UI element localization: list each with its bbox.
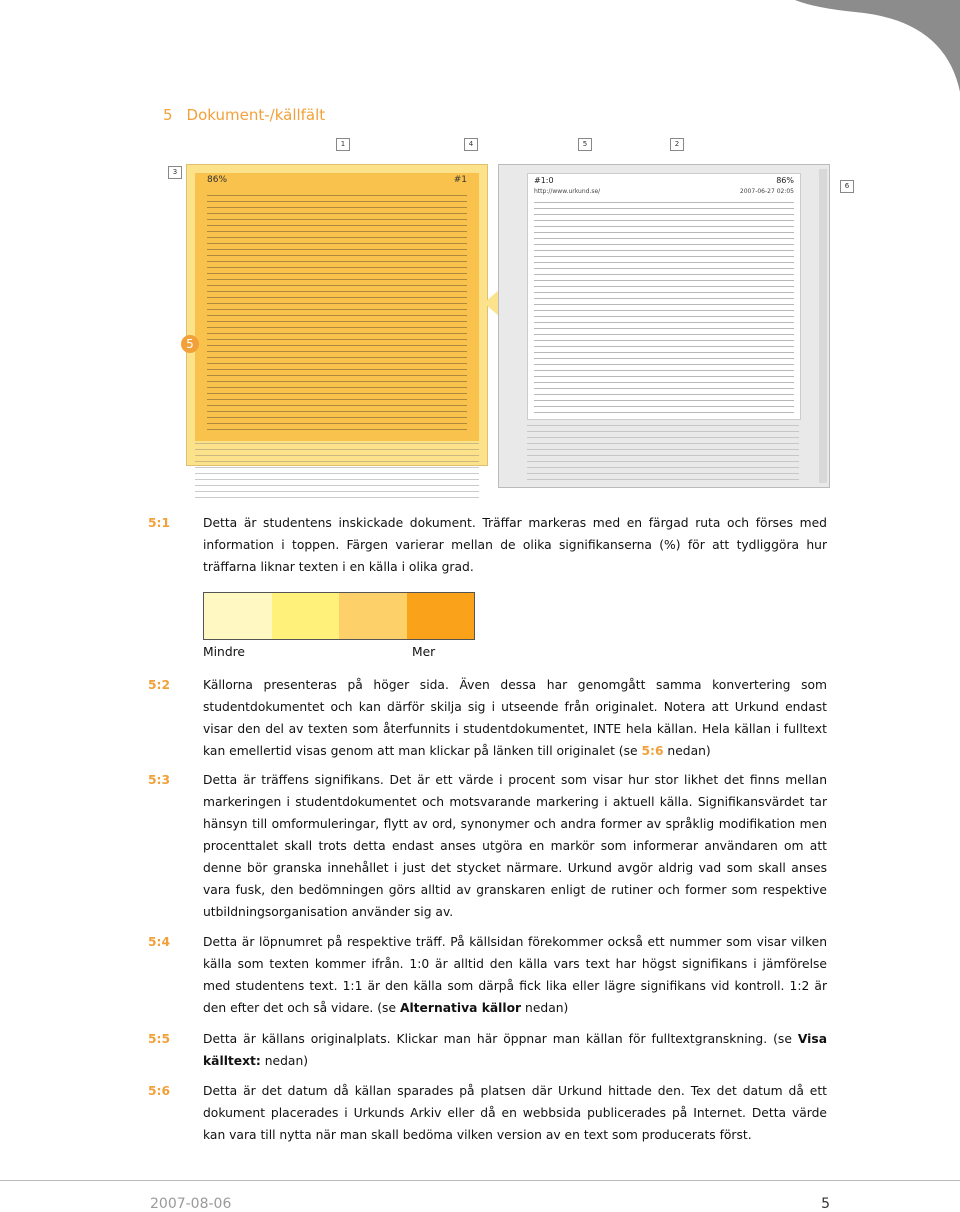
- source-date: 2007-06-27 02:05: [739, 188, 794, 195]
- document-text: [207, 195, 467, 435]
- item-code: 5:1: [148, 516, 171, 530]
- source-text: [534, 202, 794, 413]
- item-5-1: [148, 512, 827, 578]
- item-text-span: Detta är studentens inskickade dokument. Träffar markeras med en färgad ruta och förses med information i toppen. Färgen varierar mellan de olika signifikanserna (%) för att tydliggöra hur träffarna liknar texten i en källa i olika grad.: [203, 516, 827, 574]
- hit-percent: 86%: [207, 175, 228, 185]
- scale-label-more: Mer: [412, 645, 436, 659]
- marker-3: 3: [168, 166, 182, 179]
- source-panel: [498, 164, 830, 488]
- section-name: Dokument-/källfält: [186, 106, 326, 124]
- source-rank: #1:0: [534, 176, 554, 185]
- item-text: [203, 1028, 827, 1072]
- source-card: [527, 173, 801, 420]
- item-text-span: Detta är det datum då källan sparades på platsen där Urkund hittade den. Tex det datum då ett dokument placerades i Urkunds Arkiv eller då en webbsida publicerades på Internet. Detta värde kan vara till nytta när man skall bedöma vilken version av en text som producerats först.: [203, 1084, 827, 1142]
- corner-decoration: [795, 0, 960, 92]
- highlighted-hit[interactable]: [195, 173, 479, 441]
- item-5-2: [148, 674, 827, 762]
- item-text-span: Källorna presenteras på höger sida. Även dessa har genomgått samma konvertering som studentdokumentet och kan därför skilja sig i utseende från originalet. Notera att Urkund endast visar den del av texten som återfunnits i studentdokumentet, INTE hela källan. Hela källan i fulltext kan emellertid visas genom att man klickar på länken till originalet (se: [203, 678, 827, 758]
- item-code: 5:3: [148, 773, 171, 787]
- scrollbar[interactable]: [819, 169, 827, 483]
- item-text-span: Detta är träffens signifikans. Det är ett värde i procent som visar hur stor likhet det finns mellan markeringen i studentdokumentet och motsvarande markering i aktuell källa. Signifikansvärdet tar hänsyn till omformuleringar, flytt av ord, synonymer och andra former av språklig modifikation men procenttalet skall trots detta endast anses utgöra en markör som informerar användaren om att denne bör granska innehållet i just det stycket närmare. Urkund avgör aldrig vad som skall anses vara fusk, den bedömningen görs alltid av granskaren enligt de rutiner och former som respektive utbildningsorganisation använder sig av.: [203, 773, 827, 919]
- scale-swatch-2: [272, 593, 340, 639]
- source-percent: 86%: [776, 176, 794, 185]
- hit-number: #1: [453, 175, 467, 185]
- item-text: [203, 674, 827, 762]
- scale-swatch-3: [339, 593, 407, 639]
- report-screenshot: [168, 134, 850, 492]
- source-url-link[interactable]: http://www.urkund.se/: [534, 188, 601, 195]
- item-code: 5:6: [148, 1084, 171, 1098]
- marker-4: 4: [464, 138, 478, 151]
- item-text: [203, 512, 827, 578]
- item-text-emphasis: 5:6: [641, 744, 664, 758]
- item-text-emphasis: Alternativa källor: [399, 1001, 522, 1015]
- item-5-3: [148, 769, 827, 923]
- item-text: [203, 1080, 827, 1146]
- item-text-span: Detta är källans originalplats. Klickar man här öppnar man källan för fulltextgranskning. (se: [203, 1032, 798, 1046]
- item-5-4: [148, 931, 827, 1019]
- item-5-5: [148, 1028, 827, 1072]
- item-text: [203, 931, 827, 1019]
- item-code: 5:4: [148, 935, 171, 949]
- student-document: [186, 164, 488, 466]
- section-number: 5: [163, 106, 173, 124]
- significance-color-scale: [203, 592, 475, 640]
- marker-2: 2: [670, 138, 684, 151]
- scale-label-less: Mindre: [203, 645, 245, 659]
- item-text-span: nedan): [260, 1054, 309, 1068]
- item-text-span: nedan): [521, 1001, 569, 1015]
- item-text-span: nedan): [663, 744, 711, 758]
- marker-6: 6: [840, 180, 854, 193]
- footer-date: 2007-08-06: [150, 1196, 232, 1212]
- scale-swatch-1: [204, 593, 272, 639]
- section-title: [163, 106, 325, 124]
- item-code: 5:2: [148, 678, 171, 692]
- item-text-emphasis: Visa källtext:: [203, 1032, 827, 1068]
- page-number: 5: [821, 1196, 830, 1212]
- item-text: [203, 769, 827, 923]
- item-text-span: Detta är löpnumret på respektive träff. På källsidan förekommer också ett nummer som visar vilken källa som texten kommer ifrån. 1:0 är alltid den källa vars text har högst signifikans i jämförelse med studentens text. 1:1 är den källa som därpå fick lika eller lägre signifikans vid kontroll. 1:2 är den efter det och så vidare. (se: [203, 935, 827, 1015]
- scale-swatch-4: [407, 593, 475, 639]
- source-text-after: [527, 425, 799, 483]
- item-code: 5:5: [148, 1032, 171, 1046]
- marker-1: 1: [336, 138, 350, 151]
- document-text-after: [195, 443, 479, 503]
- item-5-6: [148, 1080, 827, 1146]
- callout-5: 5: [181, 335, 199, 353]
- footer-divider: [0, 1180, 960, 1181]
- marker-5: 5: [578, 138, 592, 151]
